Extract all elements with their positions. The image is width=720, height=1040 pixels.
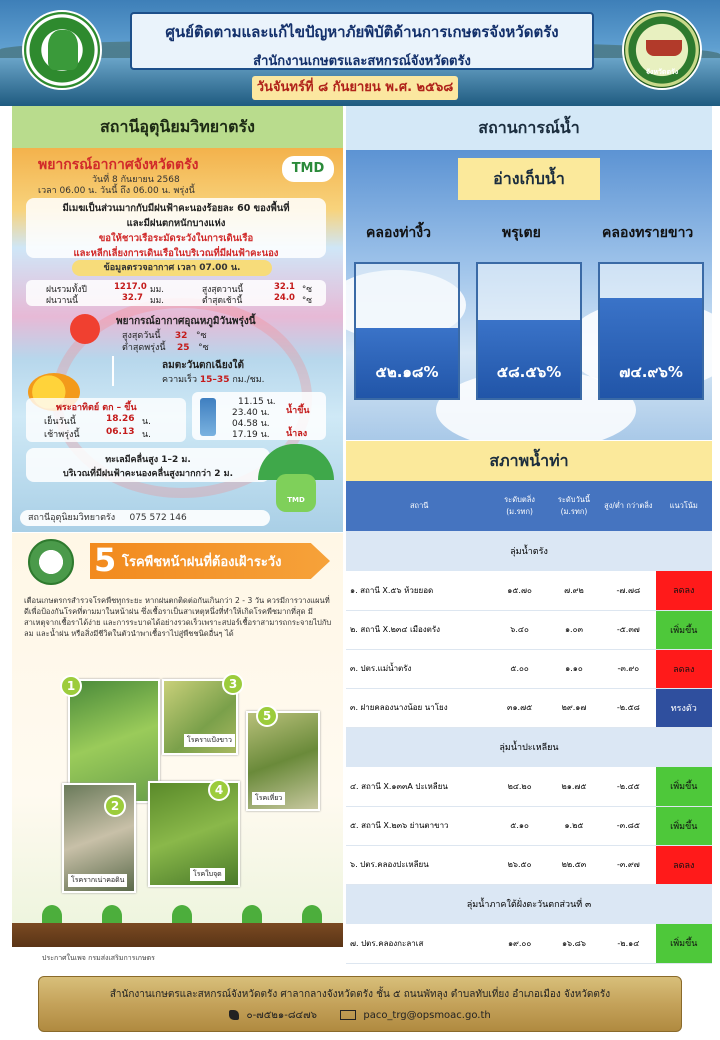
table-row	[346, 767, 712, 806]
dam-name-1: คลองท่างิ้ว	[366, 225, 431, 241]
temp-min-value: 25	[177, 343, 190, 353]
wave-box	[26, 448, 270, 482]
dam-gauge-2	[476, 262, 582, 400]
station-name: ๒. สถานี X.๒๓๔ เมืองตรัง	[346, 610, 492, 649]
tide-high-label: น้ำขึ้น	[286, 406, 310, 416]
basin-row	[346, 884, 712, 924]
trend-badge: ลดลง	[656, 845, 712, 884]
dam-percent-3: ๗๔.๙๖%	[619, 363, 683, 381]
station-name: ๓. ฝายคลองนางน้อย นาโยง	[346, 688, 492, 727]
mascot-label: TMD	[287, 496, 305, 504]
table-row	[346, 845, 712, 884]
river-title: สภาพน้ำท่า	[346, 441, 712, 481]
office-subtitle: สำนักงานเกษตรและสหกรณ์จังหวัดตรัง	[253, 54, 471, 69]
bank-level: ๒๖.๕๐	[492, 845, 546, 884]
today-level: ๑.๑๐	[547, 649, 601, 688]
rain-yesterday-value: 32.7	[122, 293, 143, 303]
station-name: สถานีอุตุนิยมวิทยาตรัง	[28, 513, 116, 523]
level-diff: -๓.๘๕	[601, 806, 655, 845]
trend-badge: ทรงตัว	[656, 688, 712, 727]
temp-forecast-min	[122, 340, 209, 354]
wave-line-1: ทะเลมีคลื่นสูง 1–2 ม.	[105, 455, 191, 465]
sunset-label: เย็นวันนี้	[44, 417, 76, 427]
level-diff: -๓.๙๐	[601, 649, 655, 688]
phone-icon	[229, 1010, 239, 1020]
sunrise-label: เช้าพรุ่งนี้	[44, 430, 80, 440]
bank-level: ๑๕.๗๐	[492, 571, 546, 610]
summary-line-1: มีเมฆเป็นส่วนมากกับมีฝนฟ้าคะนองร้อยละ 60 ของพื้นที่	[62, 203, 290, 214]
today-level: ๑.๐๓	[547, 610, 601, 649]
doae-logo-icon	[28, 539, 74, 585]
min-today-value: 24.0	[274, 293, 295, 303]
today-level: ๒๙.๑๗	[547, 688, 601, 727]
tide-time-1: 11.15 น.	[238, 397, 276, 407]
bank-level: ๓๑.๗๕	[492, 688, 546, 727]
bank-level: ๒๔.๒๐	[492, 767, 546, 806]
max-yesterday-label: สูงสุดวานนี้	[202, 285, 244, 295]
bank-level: ๑๙.๐๐	[492, 924, 546, 963]
province-seal-icon	[622, 10, 702, 90]
trend-badge: เพิ่มขึ้น	[656, 767, 712, 806]
soil-decoration	[12, 923, 343, 947]
disease-name-5: โรคเหี่ยว	[252, 792, 285, 805]
tmd-mascot-icon	[258, 444, 334, 514]
station-name: ๓. ปตร.แม่น้ำตรัง	[346, 649, 492, 688]
station-phone: 075 572 146	[129, 513, 187, 523]
footer-banner	[38, 976, 682, 1032]
temp-min-label: ต่ำสุดพรุ่งนี้	[122, 343, 166, 353]
reservoir-title: อ่างเก็บน้ำ	[458, 158, 600, 200]
today-level: ๒๑.๗๕	[547, 767, 601, 806]
footer-address: สำนักงานเกษตรและสหกรณ์จังหวัดตรัง ศาลากลางจังหวัดตรัง ชั้น ๕ ถนนพัทลุง ตำบลทับเที่ยง อำเภอเมือง จังหวัดตรัง	[109, 989, 611, 1000]
disease-badge-5: 5	[256, 705, 278, 727]
reservoir-panel	[346, 150, 712, 440]
wind-turbine-icon	[112, 356, 152, 386]
warning-line-1: ขอให้ชาวเรือระมัดระวังในการเดินเรือ	[98, 233, 254, 244]
bank-level: ๖.๔๐	[492, 610, 546, 649]
station-name: ๖. ปตร.คลองปะเหลียน	[346, 845, 492, 884]
disease-photo-5	[246, 711, 320, 811]
footer-phone: ๐-๗๕๒๑-๘๔๗๖	[246, 1010, 317, 1021]
tide-arrow-icon	[200, 398, 216, 436]
level-diff: -๗.๗๘	[601, 571, 655, 610]
observation-box	[26, 280, 326, 306]
station-name: ๕. สถานี X.๒๓๖ ย่านตาขาว	[346, 806, 492, 845]
dam-gauge-3	[598, 262, 704, 400]
col-bank-level: ระดับตลิ่ง (ม.รทก)	[492, 481, 546, 531]
temp-max-label: สูงสุดวันนี้	[122, 331, 161, 341]
weather-panel-title: สถานีอุตุนิยมวิทยาตรัง	[12, 106, 343, 148]
dam-percent-2: ๕๘.๕๖%	[496, 363, 562, 381]
bank-level: ๕.๑๐	[492, 806, 546, 845]
disease-badge-4: 4	[208, 779, 230, 801]
dam-name-2: พรุเตย	[502, 225, 541, 241]
today-level: ๒๒.๕๓	[547, 845, 601, 884]
table-row	[346, 571, 712, 610]
trend-badge: เพิ่มขึ้น	[656, 806, 712, 845]
disease-description: เตือนเกษตรกรสำรวจโรคพืชทุกระยะ หากฝนตกติดต่อกันเกินกว่า 2 - 3 วัน ควรมีการวางแผนที่ดีเพื่อป้องกันโรคที่ตามมาในหน้าฝน ซึ่งเชื้อราเป็นสาเหตุหนึ่งที่ทำให้เกิดโรคพืชมากที่สุด มีสาเหตุจากเชื้อราได้ง่าย และการระบาดได้อย่างรวดเร็วเพราะสปอร์เชื้อราสามารถกระจายไปกับลม และน้ำฝน หรือสิ่งมีชีวิตในตัวนำพาเชื้อราไปสู่พืชชนิดอื่นๆ ได้	[24, 596, 332, 638]
ministry-logo-icon	[22, 10, 102, 90]
disease-badge-2: 2	[104, 795, 126, 817]
sunset-value: 18.26	[106, 414, 135, 424]
page-title: ศูนย์ติดตามและแก้ไขปัญหาภัยพิบัติด้านการเกษตรจังหวัดตรัง	[165, 23, 559, 41]
wind-speed-label: ความเร็ว	[162, 375, 198, 385]
disease-footer: ประกาศในเพจ กรมส่งเสริมการเกษตร	[12, 947, 343, 969]
min-today-label: ต่ำสุดเช้านี้	[202, 296, 243, 306]
disease-title: โรคพืชหน้าฝนที่ต้องเฝ้าระวัง	[122, 555, 282, 570]
dam-name-3: คลองทรายขาว	[602, 225, 694, 241]
basin-name: ลุ่มน้ำภาคใต้ฝั่งตะวันตกส่วนที่ ๓	[346, 884, 712, 924]
rain-total-unit: มม.	[150, 285, 164, 295]
sunrise-unit: น.	[142, 430, 152, 440]
basin-row	[346, 727, 712, 767]
weather-infographic	[12, 148, 343, 532]
basin-name: ลุ่มน้ำตรัง	[346, 531, 712, 571]
max-yesterday-value: 32.1	[274, 282, 295, 292]
wind-speed-value: 15–35	[199, 375, 230, 385]
dam-gauge-1	[354, 262, 460, 400]
trend-badge: เพิ่มขึ้น	[656, 610, 712, 649]
plant-disease-infographic	[12, 533, 343, 969]
col-station: สถานี	[346, 481, 492, 531]
tide-time-3: 04.58 น.	[232, 419, 270, 429]
wind-direction: ลมตะวันตกเฉียงใต้	[162, 360, 244, 371]
wave-line-2: บริเวณที่มีฝนฟ้าคะนองคลื่นสูงมากกว่า 2 ม.	[63, 469, 233, 479]
level-diff: -๕.๓๗	[601, 610, 655, 649]
province-seal-label: จังหวัดตรัง	[645, 68, 679, 76]
wind-speed-unit: กม./ชม.	[232, 375, 265, 385]
sun-times-box	[26, 398, 186, 442]
min-today-unit: °ซ	[302, 296, 313, 306]
table-row	[346, 610, 712, 649]
disease-photo-2	[62, 783, 136, 893]
col-trend: แนวโน้ม	[656, 481, 712, 531]
river-table-header	[346, 481, 712, 531]
forecast-time: เวลา 06.00 น. วันนี้ ถึง 06.00 น. พรุ่งนี้	[38, 186, 195, 196]
wind-speed-line	[162, 372, 265, 386]
disease-badge-1: 1	[60, 675, 82, 697]
temp-min-unit: °ซ	[198, 343, 209, 353]
thermometer-icon	[70, 314, 100, 344]
disease-name-2: โรครากเน่าคอดิน	[68, 874, 127, 887]
sunset-unit: น.	[142, 417, 152, 427]
report-date: วันจันทร์ที่ ๘ กันยายน พ.ศ. ๒๕๖๘	[252, 76, 458, 100]
disease-name-3: โรคราแป้งขาว	[184, 734, 235, 747]
temp-max-unit: °ซ	[196, 331, 207, 341]
footer-contact	[39, 1008, 681, 1023]
water-panel-title: สถานการณ์น้ำ	[346, 106, 712, 150]
station-name: ๑. สถานี X.๕๖ ห้วยยอด	[346, 571, 492, 610]
temp-forecast-title: พยากรณ์อากาศอุณหภูมิวันพรุ่งนี้	[116, 316, 256, 327]
disease-name-4: โรคใบจุด	[190, 868, 225, 881]
tide-time-4: 17.19 น.	[232, 430, 270, 440]
rain-yesterday-label: ฝนวานนี้	[46, 296, 78, 306]
sunrise-value: 06.13	[106, 427, 135, 437]
today-level: ๑.๒๕	[547, 806, 601, 845]
email-icon	[340, 1010, 356, 1020]
table-row	[346, 924, 712, 963]
river-table	[346, 481, 712, 964]
footer-email: paco_trg@opsmoac.go.th	[363, 1010, 491, 1021]
bank-level: ๕.๐๐	[492, 649, 546, 688]
tmd-logo: TMD	[282, 156, 334, 182]
warning-line-2: และหลีกเลี่ยงการเดินเรือในบริเวณที่มีฝนฟ้าคะนอง	[73, 248, 279, 259]
dam-fill-2	[478, 320, 580, 398]
forecast-title: พยากรณ์อากาศจังหวัดตรัง	[38, 157, 199, 173]
forecast-summary-box	[26, 198, 326, 258]
forecast-date: วันที่ 8 กันยายน 2568	[92, 175, 180, 185]
today-level: ๑๖.๘๖	[547, 924, 601, 963]
table-row	[346, 688, 712, 727]
trend-badge: ลดลง	[656, 649, 712, 688]
summary-line-2: และมีฝนตกหนักบางแห่ง	[126, 218, 226, 229]
temp-max-value: 32	[174, 331, 188, 341]
today-level: ๗.๙๒	[547, 571, 601, 610]
level-diff: -๒.๑๔	[601, 924, 655, 963]
basin-row	[346, 531, 712, 571]
tide-time-2: 23.40 น.	[232, 408, 270, 418]
table-row	[346, 649, 712, 688]
trend-badge: เพิ่มขึ้น	[656, 924, 712, 963]
col-today-level: ระดับวันนี้ (ม.รทก)	[547, 481, 601, 531]
title-box	[130, 12, 594, 70]
station-name: ๔. สถานี X.๑๓๓A ปะเหลียน	[346, 767, 492, 806]
disease-count: 5	[94, 541, 117, 579]
rain-yesterday-unit: มม.	[150, 296, 164, 306]
basin-name: ลุ่มน้ำปะเหลียน	[346, 727, 712, 767]
station-name: ๗. ปตร.คลองกะลาเส	[346, 924, 492, 963]
observation-title: ข้อมูลตรวจอากาศ เวลา 07.00 น.	[72, 260, 272, 276]
tide-box	[192, 392, 326, 440]
level-diff: -๒.๕๘	[601, 688, 655, 727]
level-diff: -๓.๙๗	[601, 845, 655, 884]
dam-percent-1: ๕๒.๑๘%	[375, 363, 439, 381]
weather-contact	[20, 510, 270, 526]
disease-badge-3: 3	[222, 673, 244, 695]
rain-total-value: 1217.0	[114, 282, 147, 292]
tide-low-label: น้ำลง	[286, 429, 308, 439]
level-diff: -๒.๔๕	[601, 767, 655, 806]
col-diff: สูง/ต่ำ กว่าตลิ่ง	[601, 481, 655, 531]
max-yesterday-unit: °ซ	[302, 285, 313, 295]
trend-badge: ลดลง	[656, 571, 712, 610]
table-row	[346, 806, 712, 845]
sun-title: พระอาทิตย์ ตก – ขึ้น	[56, 403, 137, 413]
rain-total-label: ฝนรวมทั้งปี	[46, 285, 87, 295]
header-banner	[0, 0, 720, 106]
